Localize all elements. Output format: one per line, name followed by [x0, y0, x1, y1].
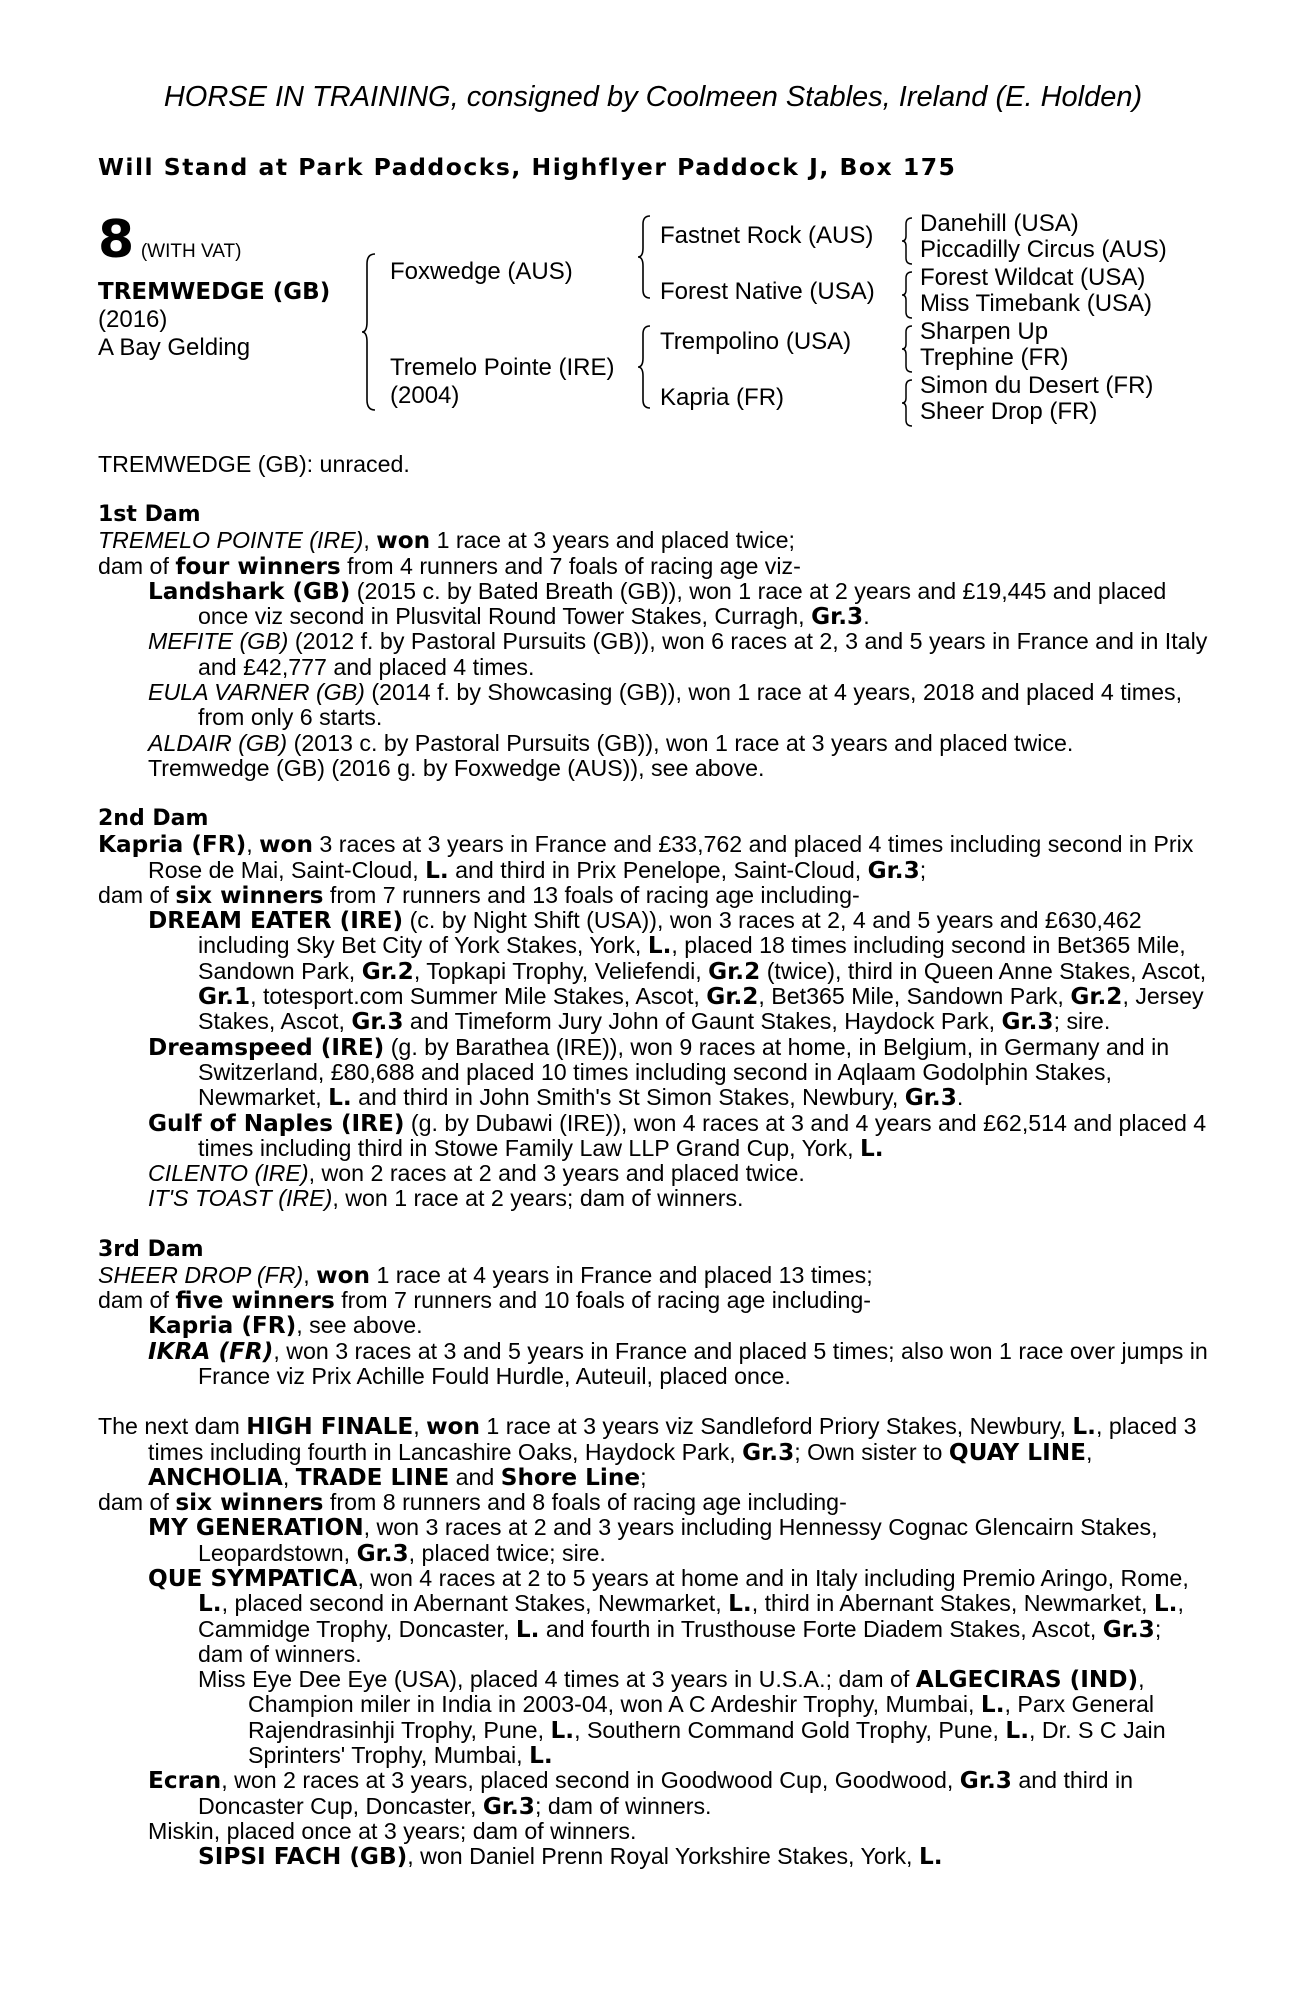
- unraced-line: TREMWEDGE (GB): unraced.: [98, 451, 410, 477]
- sire-brace: [636, 214, 652, 300]
- ped-dam: Tremelo Pointe (IRE): [390, 354, 615, 381]
- third-dam-produce-summary: dam of five winners from 7 runners and 10 foals of racing age including-: [98, 1287, 871, 1315]
- produce-ecran: Ecran, won 2 races at 3 years, placed second in Goodwood Cup, Goodwood, Gr.3 and third in Doncaster Cup, Doncaster, Gr.3; dam of winners.: [148, 1767, 1134, 1820]
- third-dam-line: SHEER DROP (FR), won 1 race at 4 years in France and placed 13 times;: [98, 1261, 873, 1289]
- produce-dream-eater: DREAM EATER (IRE) (c. by Night Shift (USA)), won 3 races at 2, 4 and 5 years and £630,462 including Sky Bet City of York Stakes, York, L., placed 18 times including second in Bet365 Mile, Sandown Park, Gr.2, Topkapi Trophy, Veliefendi, Gr.2 (twice), third in Queen Anne Stakes, Ascot, Gr.1, totesport.com Summer Mile Stakes, Ascot, Gr.2, Bet365 Mile, Sandown Park, Gr.2, Jersey Stakes, Ascot, Gr.3 and Timeform Jury John of Gaunt Stakes, Haydock Park, Gr.3; sire.: [148, 907, 1207, 1036]
- brace-g4: [900, 378, 914, 428]
- ped-dss: Sharpen Up: [920, 318, 1049, 345]
- produce-que-sympatica: QUE SYMPATICA, won 4 races at 2 to 5 years at home and in Italy including Premio Aringo, Rome, L., placed second in Abernant Stakes, Newmarket, L., third in Abernant Stakes, Newmarket, L., Cammidge Trophy, Doncaster, L. and fourth in Trusthouse Forte Diadem Stakes, Ascot, Gr.3; dam of winners.: [148, 1564, 1189, 1667]
- produce-aldair: ALDAIR (GB) (2013 c. by Pastoral Pursuits (GB)), won 1 race at 3 years and placed twice.: [148, 729, 1074, 756]
- horse-year: (2016): [98, 306, 168, 333]
- ped-sss: Danehill (USA): [920, 210, 1079, 237]
- next-dam-produce-summary: dam of six winners from 8 runners and 8 foals of racing age including-: [98, 1489, 847, 1517]
- ped-sire: Foxwedge (AUS): [390, 258, 573, 285]
- next-dam-line: The next dam HIGH FINALE, won 1 race at 3 years viz Sandleford Priory Stakes, Newbury, L., placed 3 times including fourth in Lancashire Oaks, Haydock Park, Gr.3; Own sister to QUAY LINE, ANCHOLIA, TRADE LINE and Shore Line;: [98, 1413, 1197, 1491]
- dam-brace: [636, 324, 652, 410]
- ped-ds: Trempolino (USA): [660, 328, 852, 355]
- ped-ss: Fastnet Rock (AUS): [660, 222, 874, 249]
- ped-dsd: Trephine (FR): [920, 344, 1069, 371]
- produce-my-generation: MY GENERATION, won 3 races at 2 and 3 years including Hennessy Cognac Glencairn Stakes, Leopardstown, Gr.3, placed twice; sire.: [148, 1514, 1158, 1567]
- produce-mefite: MEFITE (GB) (2012 f. by Pastoral Pursuits (GB)), won 6 races at 2, 3 and 5 years in France and in Italy and £42,777 and placed 4 times.: [148, 628, 1208, 680]
- first-dam-heading: 1st Dam: [98, 502, 201, 528]
- sire-dam-brace: [361, 252, 377, 412]
- pedigree-block: [98, 212, 1208, 452]
- body-text: [98, 452, 1208, 1870]
- lot-header: [98, 210, 242, 270]
- produce-cilento: CILENTO (IRE), won 2 races at 2 and 3 years and placed twice.: [148, 1160, 805, 1187]
- stand-location: Will Stand at Park Paddocks, Highflyer Paddock J, Box 175: [98, 153, 957, 181]
- horse-name: TREMWEDGE (GB): [98, 279, 331, 305]
- ped-sds: Forest Wildcat (USA): [920, 264, 1146, 291]
- brace-g1: [900, 216, 914, 266]
- lot-vat: (WITH VAT): [140, 241, 242, 262]
- catalogue-page: [98, 80, 1208, 1870]
- horse-desc: A Bay Gelding: [98, 334, 251, 361]
- first-dam-produce-summary: dam of four winners from 4 runners and 7 foals of racing age viz-: [98, 552, 801, 580]
- produce-its-toast: IT'S TOAST (IRE), won 1 race at 2 years; dam of winners.: [148, 1185, 744, 1212]
- produce-miss-eye-dee-eye: Miss Eye Dee Eye (USA), placed 4 times at 3 years in U.S.A.; dam of ALGECIRAS (IND), Champion miler in India in 2003-04, won A C Ardeshir Trophy, Mumbai, L., Parx General Rajendrasinhji Trophy, Pune, L., Southern Command Gold Trophy, Pune, L., Dr. S C Jain Sprinters' Trophy, Mumbai, L.: [198, 1666, 1166, 1770]
- consignment-line: HORSE IN TRAINING, consigned by Coolmeen Stables, Ireland (E. Holden): [163, 81, 1143, 113]
- third-dam-heading: 3rd Dam: [98, 1236, 204, 1262]
- second-dam-produce-summary: dam of six winners from 7 runners and 13 foals of racing age including-: [98, 881, 860, 909]
- produce-dreamspeed: Dreamspeed (IRE) (g. by Barathea (IRE)), won 9 races at home, in Belgium, in Germany and in Switzerland, £80,688 and placed 10 times including second in Aqlaam Godolphin Stakes, Newmarket, L. and third in John Smith's St Simon Stakes, Newbury, Gr.3.: [148, 1033, 1170, 1112]
- produce-miskin: Miskin, placed once at 3 years; dam of winners.: [148, 1817, 637, 1844]
- brace-g2: [900, 270, 914, 320]
- produce-kapria: Kapria (FR), see above.: [148, 1312, 423, 1340]
- produce-gulf-of-naples: Gulf of Naples (IRE) (g. by Dubawi (IRE)), won 4 races at 3 and 4 years and £62,514 and placed 4 times including third in Stowe Family Law LLP Grand Cup, York, L.: [148, 1109, 1207, 1162]
- lot-number: 8: [98, 210, 135, 270]
- ped-sdd: Miss Timebank (USA): [920, 290, 1153, 317]
- ped-dd: Kapria (FR): [660, 384, 785, 411]
- ped-dds: Simon du Desert (FR): [920, 372, 1154, 399]
- first-dam-line: TREMELO POINTE (IRE), won 1 race at 3 years and placed twice;: [98, 527, 795, 555]
- ped-ddd: Sheer Drop (FR): [920, 398, 1098, 425]
- produce-sipsi-fach: SIPSI FACH (GB), won Daniel Prenn Royal Yorkshire Stakes, York, L.: [198, 1843, 943, 1871]
- second-dam-heading: 2nd Dam: [98, 806, 209, 832]
- produce-landshark: Landshark (GB) (2015 c. by Bated Breath (GB)), won 1 race at 2 years and £19,445 and placed once viz second in Plusvital Round Tower Stakes, Curragh, Gr.3.: [148, 577, 1167, 631]
- ped-sd: Forest Native (USA): [660, 278, 875, 305]
- brace-g3: [900, 324, 914, 374]
- ped-dam-year: (2004): [390, 382, 460, 409]
- produce-ikra: IKRA (FR), won 3 races at 3 and 5 years in France and placed 5 times; also won 1 race over jumps in France viz Prix Achille Fould Hurdle, Auteuil, placed once.: [148, 1337, 1208, 1389]
- produce-eula-varner: EULA VARNER (GB) (2014 f. by Showcasing (GB)), won 1 race at 4 years, 2018 and placed 4 times, from only 6 starts.: [148, 679, 1183, 731]
- produce-tremwedge: Tremwedge (GB) (2016 g. by Foxwedge (AUS)), see above.: [148, 754, 765, 781]
- second-dam-line: Kapria (FR), won 3 races at 3 years in France and £33,762 and placed 4 times including second in Prix Rose de Mai, Saint-Cloud, L. and third in Prix Penelope, Saint-Cloud, Gr.3;: [98, 831, 1194, 884]
- ped-ssd: Piccadilly Circus (AUS): [920, 236, 1167, 263]
